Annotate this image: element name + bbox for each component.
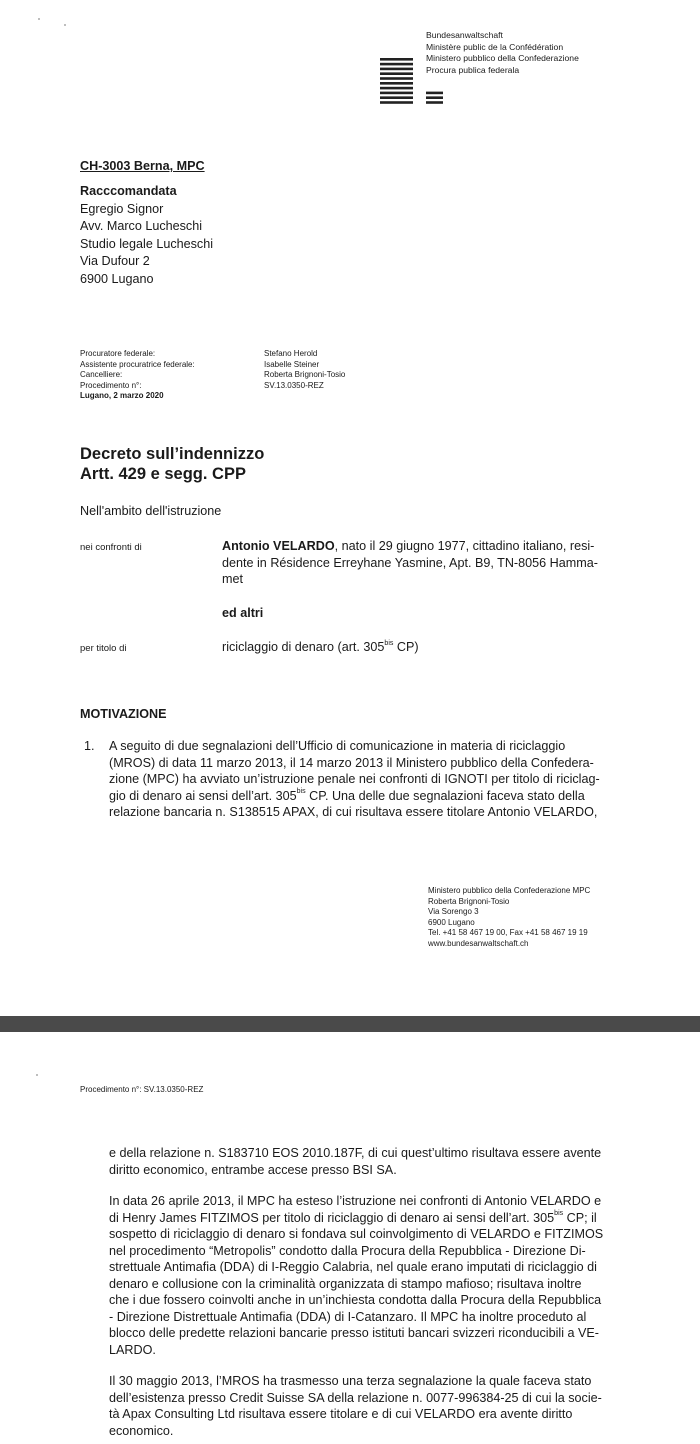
charge-label: per titolo di <box>80 643 127 654</box>
text-line: diritto economico, entrambe accese presso BSI SA. <box>109 1162 397 1177</box>
item-line: A seguito di due segnalazioni dell’Ufficio di comunicazione in materia di riciclaggio <box>109 739 566 753</box>
footer-contact <box>428 886 590 949</box>
agency-name-de: Bundesanwaltschaft <box>426 30 503 40</box>
text-line: che i due fossero coinvolti anche in un’inchiesta condotta dalla Procura della Repubblica <box>109 1293 602 1307</box>
item-number: 1. <box>84 739 95 753</box>
agency-name-it: Ministero pubblico della Confederazione <box>426 53 579 63</box>
accused-details <box>222 538 642 588</box>
text-line: LARDO. <box>109 1342 156 1357</box>
recipient-address <box>80 183 213 288</box>
item-line: zione (MPC) ha avviato un’istruzione penale nei confronti di IGNOTI per titolo di riciclag- <box>109 772 600 786</box>
label-clerk: Cancelliere: <box>80 370 123 379</box>
accused-line-3: met <box>222 572 243 586</box>
recipient-line: Egregio Signor <box>80 201 164 216</box>
item-line <box>109 788 669 805</box>
scan-speck <box>36 1074 38 1076</box>
footer-line: Ministero pubblico della Confederazione MPC <box>428 886 591 895</box>
value-prosecutor: Stefano Herold <box>264 349 318 358</box>
accused-line-2: dente in Résidence Erreyhane Yasmine, Apt. B9, TN-8056 Hamma- <box>222 555 598 570</box>
text-line: denaro e collusione con la criminalità organizzata di stampo mafioso; risultava inoltre <box>109 1276 582 1291</box>
text-line: In data 26 aprile 2013, il MPC ha esteso l’istruzione nei confronti di Antonio VELARDO e <box>109 1194 602 1208</box>
text-line: sospetto di riciclaggio di denaro si fondava sul coinvolgimento di VELARDO e FITZIMOS <box>109 1227 604 1241</box>
agency-names <box>426 30 579 76</box>
value-case-number: SV.13.0350-REZ <box>264 380 324 390</box>
paragraph-1 <box>109 1145 679 1178</box>
recipient-line: 6900 Lugano <box>80 271 154 286</box>
page-header: Procedimento n°: SV.13.0350-REZ <box>80 1085 204 1094</box>
footer-line: Via Sorengo 3 <box>428 907 479 916</box>
text-line: dell’esistenza presso Credit Suisse SA della relazione n. 0077-996384-25 di cui la socie- <box>109 1390 602 1405</box>
item-line-4-sup: bis <box>296 788 306 796</box>
text-line: tà Apax Consulting Ltd risultava essere titolare e di cui VELARDO era avente diritto <box>109 1407 573 1421</box>
footer-line: www.bundesanwaltschaft.ch <box>428 938 529 948</box>
item-line-4a: gio di denaro ai sensi dell’art. 305 <box>109 788 297 803</box>
label-assistant: Assistente procuratrice federale: <box>80 359 195 369</box>
recipient-line: Studio legale Lucheschi <box>80 236 214 251</box>
charge-sup: bis <box>384 639 394 647</box>
charge-end: CP) <box>393 640 419 654</box>
charge-text-main: riciclaggio di denaro (art. 305 <box>222 640 385 654</box>
footer-line: Roberta Brignoni-Tosio <box>428 896 510 906</box>
item-line: relazione bancaria n. S138515 APAX, di cui risultava essere titolare Antonio VELARDO, <box>109 805 598 819</box>
item-1-text <box>109 738 669 821</box>
decree-title: Decreto sull’indennizzo <box>80 445 265 463</box>
recipient-line: Via Dufour 2 <box>80 254 150 268</box>
text-line: e della relazione n. S183710 EOS 2010.187F, di cui quest’ultimo risultava essere avente <box>109 1146 602 1160</box>
text-span: CP; il <box>563 1210 597 1225</box>
value-assistant: Isabelle Steiner <box>264 359 320 369</box>
scan-speck <box>64 24 66 26</box>
text-line: nel procedimento “Metropolis” condotto dalla Procura della Repubblica - Direzione Di- <box>109 1243 586 1258</box>
section-title: MOTIVAZIONE <box>80 707 167 721</box>
item-line: (MROS) di data 11 marzo 2013, il 14 marzo 2013 il Ministero pubblico della Confedera- <box>109 755 594 770</box>
sender-line: CH-3003 Berna, MPC <box>80 159 205 173</box>
value-clerk: Roberta Brignoni-Tosio <box>264 370 346 379</box>
footer-line: 6900 Lugano <box>428 917 475 927</box>
place-date: Lugano, 2 marzo 2020 <box>80 391 164 400</box>
footer-line: Tel. +41 58 467 19 00, Fax +41 58 467 19 19 <box>428 928 588 937</box>
label-prosecutor: Procuratore federale: <box>80 349 156 358</box>
decree-subtitle: Artt. 429 e segg. CPP <box>80 465 246 483</box>
context-line: Nell'ambito dell'istruzione <box>80 504 222 518</box>
scan-speck <box>38 18 40 20</box>
text-line: blocco delle predette relazioni bancarie presso istituti bancari svizzeri riconducibili a VE- <box>109 1326 599 1340</box>
agency-name-rm: Procura publica federala <box>426 64 520 75</box>
paragraph-2 <box>109 1193 679 1358</box>
text-line: - Direzione Distrettuale Antimafia (DDA) di I-Catanzaro. Il MPC ha inoltre proceduto al <box>109 1309 587 1324</box>
others-label: ed altri <box>222 606 264 620</box>
agency-name-fr: Ministère public de la Confédération <box>426 41 564 52</box>
paragraph-3 <box>109 1373 679 1439</box>
text-line: strettuale Antimafia (DDA) di I-Reggio Calabria, nel quale erano imputati di riciclaggio di <box>109 1260 597 1274</box>
text-line: economico. <box>109 1423 174 1438</box>
accused-name: Antonio VELARDO <box>222 539 335 553</box>
text-span: di Henry James FITZIMOS per titolo di riciclaggio di denaro ai sensi dell’art. 305 <box>109 1210 555 1225</box>
recipient-line: Avv. Marco Lucheschi <box>80 219 203 233</box>
text-sup: bis <box>554 1210 564 1218</box>
page2-body <box>109 1145 679 1439</box>
text-line: Il 30 maggio 2013, l’MROS ha trasmesso una terza segnalazione la quale faceva stato <box>109 1374 592 1388</box>
against-label: nei confronti di <box>80 542 142 553</box>
case-info-labels <box>80 349 195 402</box>
delivery-type: Racccomandata <box>80 184 177 198</box>
accused-line-1: , nato il 29 giugno 1977, cittadino italiano, resi- <box>334 539 595 553</box>
text-line <box>109 1210 679 1227</box>
page-separator <box>0 1016 700 1032</box>
charge-text <box>222 639 419 656</box>
label-case-number: Procedimento n°: <box>80 380 142 390</box>
case-info-values <box>264 349 345 391</box>
document-page-2 <box>0 1032 700 1444</box>
item-line-4b: CP. Una delle due segnalazioni faceva stato della <box>305 788 585 803</box>
